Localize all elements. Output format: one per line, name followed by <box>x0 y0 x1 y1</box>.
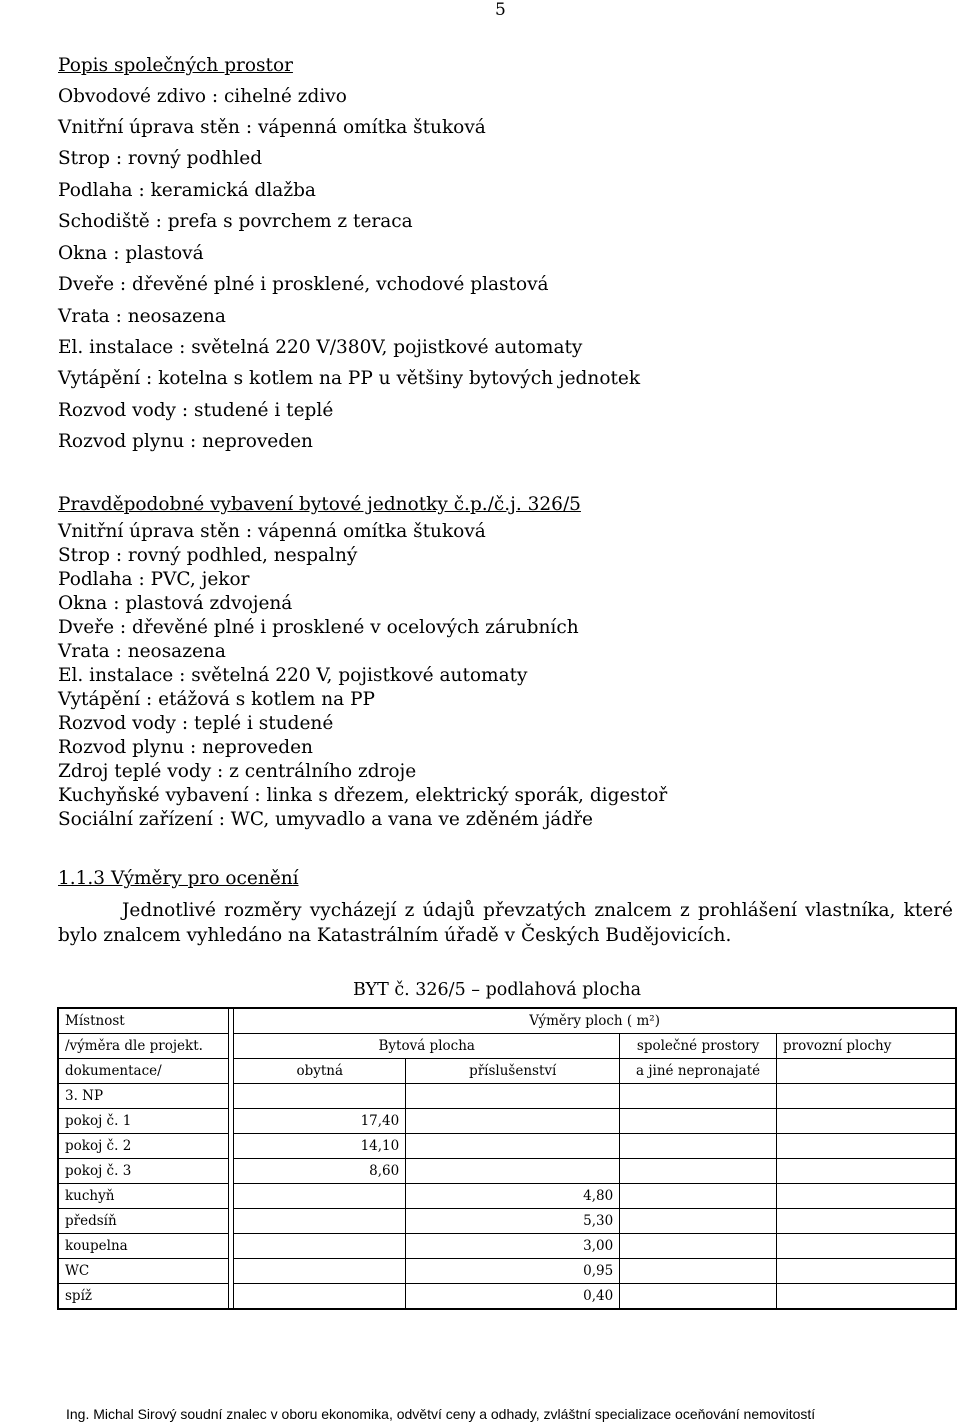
habitable-value <box>234 1284 406 1310</box>
text-line: Vrata : neosazena <box>58 641 226 662</box>
accessories-value: 0,40 <box>406 1284 620 1310</box>
room-name: spíž <box>58 1284 229 1310</box>
table-row <box>58 1184 956 1209</box>
header-living-area: Bytová plocha <box>234 1034 620 1059</box>
habitable-value: 14,10 <box>234 1134 406 1159</box>
table-row <box>58 1284 956 1310</box>
empty-cell <box>776 1109 956 1134</box>
accessories-value: 5,30 <box>406 1209 620 1234</box>
empty-cell <box>620 1159 777 1184</box>
text-line: Okna : plastová zdvojená <box>58 593 293 614</box>
empty-cell <box>620 1084 777 1109</box>
text-line: Rozvod vody : studené i teplé <box>58 400 334 421</box>
text-line: Kuchyňské vybavení : linka s dřezem, elektrický sporák, digestoř <box>58 785 668 806</box>
empty-cell <box>620 1284 777 1310</box>
paragraph-text: Jednotlivé rozměry vycházejí z údajů převzatých znalcem z prohlášení vlastníka, které bylo znalcem vyhledáno na Katastrálním úřadě v Českých Budějovicích. <box>58 900 953 946</box>
header-habitable: obytná <box>234 1059 406 1084</box>
empty-cell <box>776 1159 956 1184</box>
table-row <box>58 1159 956 1184</box>
empty-cell <box>620 1209 777 1234</box>
table-row <box>58 1234 956 1259</box>
empty-cell <box>234 1084 406 1109</box>
empty-cell <box>776 1259 956 1284</box>
habitable-value <box>234 1234 406 1259</box>
accessories-value: 0,95 <box>406 1259 620 1284</box>
text-line: Vytápění : etážová s kotlem na PP <box>58 689 375 710</box>
header-common-areas: společné prostory <box>620 1034 777 1059</box>
text-line: Rozvod plynu : neproveden <box>58 431 313 452</box>
text-line: Rozvod plynu : neproveden <box>58 737 313 758</box>
text-line: Podlaha : PVC, jekor <box>58 569 250 590</box>
header-accessories: příslušenství <box>406 1059 620 1084</box>
header-operating-areas: provozní plochy <box>776 1034 956 1059</box>
empty-cell <box>776 1059 956 1084</box>
header-other-unleased: a jiné nepronajaté <box>620 1059 777 1084</box>
accessories-value <box>406 1159 620 1184</box>
floor-row <box>58 1084 956 1109</box>
empty-cell <box>776 1134 956 1159</box>
habitable-value <box>234 1259 406 1284</box>
page-footer: Ing. Michal Sirový soudní znalec v oboru ekonomika, odvětví ceny a odhady, zvláštní specializace oceňování nemovitostí <box>66 1406 816 1422</box>
table-row <box>58 1209 956 1234</box>
accessories-value: 3,00 <box>406 1234 620 1259</box>
page-number: 5 <box>495 0 506 20</box>
text-line: Obvodové zdivo : cihelné zdivo <box>58 86 347 107</box>
table-header-row <box>58 1059 956 1084</box>
text-line: Okna : plastová <box>58 243 204 264</box>
room-name: WC <box>58 1259 229 1284</box>
room-name: koupelna <box>58 1234 229 1259</box>
empty-cell <box>620 1134 777 1159</box>
habitable-value: 8,60 <box>234 1159 406 1184</box>
text-line: Dveře : dřevěné plné i prosklené v ocelových zárubních <box>58 617 579 638</box>
empty-cell <box>620 1259 777 1284</box>
accessories-value: 4,80 <box>406 1184 620 1209</box>
table-row <box>58 1109 956 1134</box>
section-heading-unit-equipment: Pravděpodobné vybavení bytové jednotky č.p./č.j. 326/5 <box>58 494 581 515</box>
header-room-sub2: dokumentace/ <box>58 1059 229 1084</box>
room-name: kuchyň <box>58 1184 229 1209</box>
text-line: Vnitřní úprava stěn : vápenná omítka štuková <box>58 521 486 542</box>
habitable-value <box>234 1184 406 1209</box>
accessories-value <box>406 1134 620 1159</box>
empty-cell <box>776 1234 956 1259</box>
empty-cell <box>620 1184 777 1209</box>
table-header-row <box>58 1034 956 1059</box>
empty-cell <box>620 1234 777 1259</box>
room-name: pokoj č. 1 <box>58 1109 229 1134</box>
empty-cell <box>776 1184 956 1209</box>
empty-cell <box>776 1084 956 1109</box>
text-line: El. instalace : světelná 220 V/380V, pojistkové automaty <box>58 337 583 358</box>
room-name: předsíň <box>58 1209 229 1234</box>
empty-cell <box>406 1084 620 1109</box>
text-line: El. instalace : světelná 220 V, pojistkové automaty <box>58 665 528 686</box>
empty-cell <box>620 1109 777 1134</box>
floor-area-table <box>57 1007 957 1310</box>
text-line: Vnitřní úprava stěn : vápenná omítka štuková <box>58 117 486 138</box>
table-row <box>58 1259 956 1284</box>
text-line: Rozvod vody : teplé i studené <box>58 713 334 734</box>
section-heading-measurements: 1.1.3 Výměry pro ocenění <box>58 868 299 889</box>
text-line: Sociální zařízení : WC, umyvadlo a vana ve zděném jádře <box>58 809 593 830</box>
habitable-value: 17,40 <box>234 1109 406 1134</box>
room-name: pokoj č. 2 <box>58 1134 229 1159</box>
text-line: Vytápění : kotelna s kotlem na PP u většiny bytových jednotek <box>58 368 641 389</box>
text-line: Schodiště : prefa s povrchem z teraca <box>58 211 413 232</box>
table-caption: BYT č. 326/5 – podlahová plocha <box>353 980 642 1000</box>
header-area-measures: Výměry ploch ( m²) <box>234 1008 956 1034</box>
header-room-sub: /výměra dle projekt. <box>58 1034 229 1059</box>
text-line: Strop : rovný podhled <box>58 148 263 169</box>
section-heading-common-areas: Popis společných prostor <box>58 55 293 76</box>
header-room: Místnost <box>58 1008 229 1034</box>
empty-cell <box>776 1284 956 1310</box>
habitable-value <box>234 1209 406 1234</box>
table-header-row <box>58 1008 956 1034</box>
accessories-value <box>406 1109 620 1134</box>
measurements-paragraph <box>58 898 953 948</box>
text-line: Dveře : dřevěné plné i prosklené, vchodové plastová <box>58 274 549 295</box>
text-line: Vrata : neosazena <box>58 306 226 327</box>
text-line: Podlaha : keramická dlažba <box>58 180 316 201</box>
floor-label: 3. NP <box>58 1084 229 1109</box>
room-name: pokoj č. 3 <box>58 1159 229 1184</box>
text-line: Strop : rovný podhled, nespalný <box>58 545 358 566</box>
table-row <box>58 1134 956 1159</box>
text-line: Zdroj teplé vody : z centrálního zdroje <box>58 761 417 782</box>
empty-cell <box>776 1209 956 1234</box>
